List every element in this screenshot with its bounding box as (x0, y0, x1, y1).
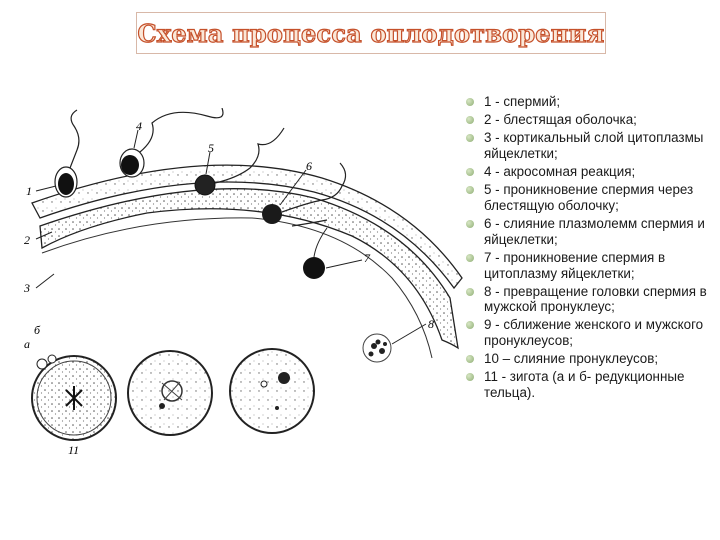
diagram-label-4: 4 (136, 119, 142, 133)
pronucleus-granule (383, 342, 387, 346)
legend-item-text: 5 - проникновение спермия через блестящую оболочку; (484, 182, 694, 213)
sperm-5-head (195, 175, 215, 195)
male-pronucleus (363, 334, 391, 362)
diagram-label-7: 7 (364, 251, 370, 265)
zona-band (32, 165, 462, 288)
page-title: Схема процесса оплодотворения (137, 18, 605, 48)
legend-item (466, 216, 716, 247)
legend-item (466, 164, 716, 180)
legend-item (466, 369, 716, 400)
bullet-icon (466, 254, 474, 262)
legend-item-text: 9 - сближение женского и мужского пронуклеусов; (484, 317, 704, 349)
sperm-1-tail (70, 110, 79, 168)
legend-item (466, 284, 716, 315)
leader-1 (36, 186, 56, 191)
diagram-label-2: 2 (24, 233, 30, 247)
pronucleus-granule (376, 340, 381, 345)
sperm-1-nucleus (58, 173, 74, 195)
polar-body-a (37, 359, 47, 369)
diagram-label-6: 6 (306, 159, 312, 173)
diagram-label-b: б (34, 323, 41, 337)
bullet-icon (466, 373, 474, 381)
diagram-label-5: 5 (208, 141, 214, 155)
title-frame (136, 12, 606, 54)
pronucleus-dot (159, 403, 165, 409)
bullet-icon (466, 116, 474, 124)
polar-body-b (48, 355, 56, 363)
leader-3 (36, 274, 54, 288)
legend-list (466, 94, 716, 403)
fertilization-diagram-svg (22, 108, 472, 458)
legend-item (466, 112, 716, 128)
legend-item-text: 10 – слияние пронуклеусов; (484, 351, 659, 367)
leader-7 (326, 260, 362, 268)
legend-item-text: 2 - блестящая оболочка; (484, 112, 637, 128)
diagram-label-3: 3 (24, 281, 30, 295)
bullet-icon (466, 288, 474, 296)
pronucleus-male-dot (278, 372, 290, 384)
bullet-icon (466, 355, 474, 363)
bullet-icon (466, 168, 474, 176)
legend-item-text: 11 - зигота (а и б- редукционные тельца). (484, 369, 685, 401)
pronucleus-granule (379, 348, 385, 354)
legend-item (466, 182, 716, 213)
diagram-label-8: 8 (428, 317, 434, 331)
granule (275, 406, 279, 410)
fertilization-diagram (22, 108, 472, 458)
legend-item-text: 4 - акросомная реакция; (484, 164, 636, 180)
sperm-4-nucleus (121, 155, 139, 175)
pronucleus-granule (369, 352, 374, 357)
bullet-icon (466, 134, 474, 142)
sperm-6-head (262, 204, 282, 224)
legend-item-text: 7 - проникновение спермия в цитоплазму яйцеклетки; (484, 249, 666, 281)
bullet-icon (466, 220, 474, 228)
legend-item (466, 94, 716, 110)
sperm-7-head (303, 257, 325, 279)
legend-item-text: 3 - кортикальный слой цитоплазмы яйцеклетки; (484, 130, 704, 161)
legend-item (466, 250, 716, 281)
bullet-icon (466, 321, 474, 329)
bullet-icon (466, 98, 474, 106)
pronucleus-granule (371, 343, 377, 349)
diagram-label-a: а (24, 337, 30, 351)
legend-item (466, 351, 716, 367)
legend-item (466, 317, 716, 348)
legend-item (466, 130, 716, 161)
leader-8 (392, 324, 426, 344)
legend-item-text: 1 - спермий; (484, 94, 561, 109)
legend-item-text: 6 - слияние плазмолемм спермия и яйцеклетки; (484, 216, 705, 247)
zygote-circle-3 (230, 349, 314, 433)
legend-item-text: 8 - превращение головки спермия в мужской пронуклеус; (484, 283, 707, 315)
diagram-label-11: 11 (68, 443, 80, 457)
bullet-icon (466, 186, 474, 194)
diagram-label-1: 1 (26, 184, 32, 198)
